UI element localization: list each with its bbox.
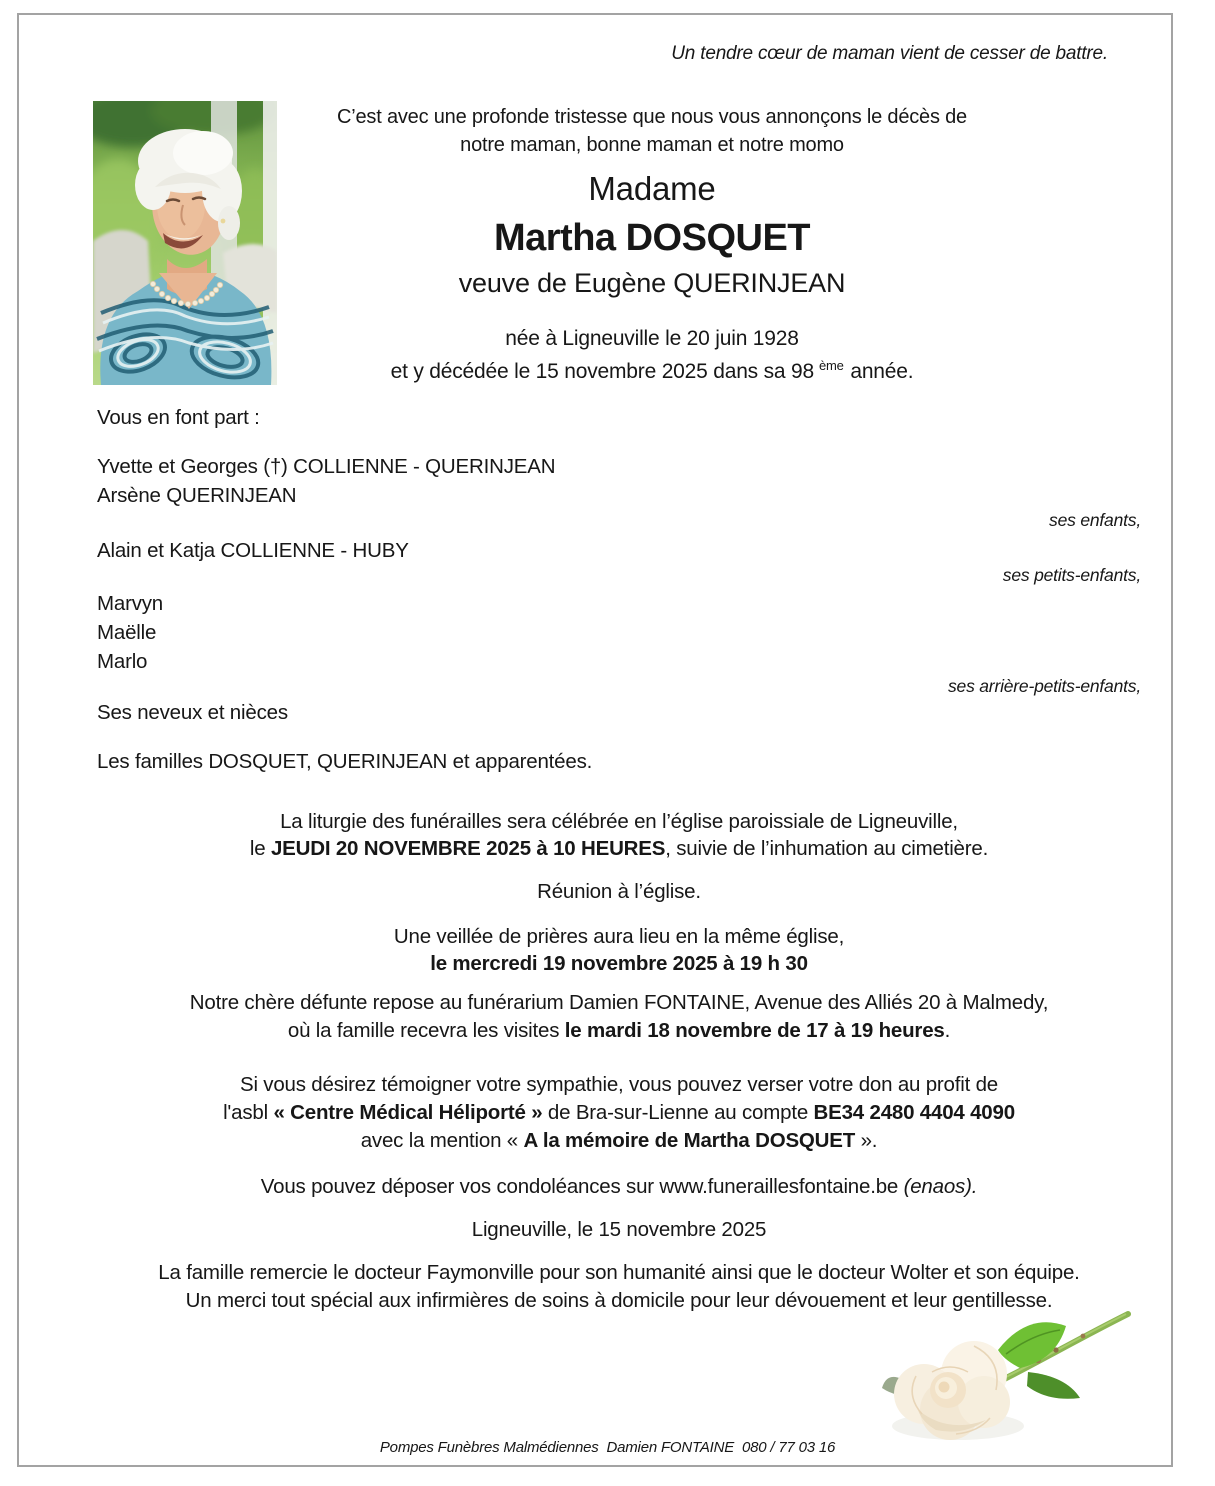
funeral-datetime: JEUDI 20 NOVEMBRE 2025 à 10 HEURES [270,837,666,860]
family-name: Alain et Katja COLLIENNE - HUBY [97,539,409,562]
grandchildren-group [97,536,1141,565]
great-grandchildren-group [97,589,1141,676]
liturgy-line-1: La liturgie des funérailles sera célébrée en l’église paroissiale de Ligneuville, [280,810,958,833]
reunion-line: Réunion à l’église. [537,880,701,903]
place-date-line: Ligneuville, le 15 novembre 2025 [471,1218,767,1241]
donation-line-3: avec la mention « A la mémoire de Martha DOSQUET ». [360,1129,878,1152]
liturgy-paragraph [97,808,1141,862]
family-name: Maëlle [97,621,157,644]
civility-title: Madame [588,170,716,207]
bank-account: BE34 2480 4404 4090 [813,1101,1015,1124]
family-name: Yvette et Georges (†) COLLIENNE - QUERINJEAN [97,455,556,478]
thanks-line-1: La famille remercie le docteur Faymonville pour son humanité ainsi que le docteur Wolter et son équipe. [158,1261,1080,1284]
children-group [97,452,1141,510]
portrait-photo [93,101,277,385]
white-rose-image [878,1298,1140,1450]
death-line: et y décédée le 15 novembre 2025 dans sa 98 $^{ème}$ année. [390,358,914,383]
birth-line: née à Ligneuville le 20 juin 1928 [505,327,799,350]
donation-line-1: Si vous désirez témoigner votre sympathie, vous pouvez verser votre don au profit de [239,1073,999,1096]
thanks-line-2: Un merci tout spécial aux infirmières de soins à domicile pour leur dévouement et leur gentillesse. [185,1289,1053,1312]
charity-name: « Centre Médical Héliporté » [273,1101,543,1124]
vigil-datetime: le mercredi 19 novembre 2025 à 19 h 30 [430,952,808,975]
rose-illustration [878,1298,1140,1450]
family-name: Marvyn [97,592,164,615]
donation-mention: A la mémoire de Martha DOSQUET [523,1129,856,1152]
families-line: Les familles DOSQUET, QUERINJEAN et apparentées. [97,750,593,773]
relation-label-great-grandchildren: ses arrière-petits-enfants, [947,676,1141,696]
vigil-paragraph [97,923,1141,977]
announcement-header [277,103,1027,385]
donation-line-2: l'asbl « Centre Médical Héliporté » de Bra-sur-Lienne au compte BE34 2480 4404 4090 [223,1101,1015,1124]
relation-label-grandchildren: ses petits-enfants, [1002,565,1141,585]
funeral-home-footer: Pompes Funèbres Malmédiennes Damien FONTAINE 080 / 77 03 16 [379,1439,836,1456]
birth-death-block [277,325,1027,385]
enaos-note: (enaos). [903,1175,978,1198]
family-name: Marlo [97,650,148,673]
intro-line-2: notre maman, bonne maman et notre momo [460,134,844,156]
announced-by-line: Vous en font part : [97,406,260,429]
family-name: Arsène QUERINJEAN [97,484,297,507]
ordinal-suffix: ème [819,358,844,373]
visit-datetime: le mardi 18 novembre de 17 à 19 heures [564,1019,945,1042]
portrait-illustration [93,101,277,385]
donation-paragraph [97,1071,1141,1155]
repose-paragraph [97,989,1141,1045]
liturgy-line-2: le JEUDI 20 NOVEMBRE 2025 à 10 HEURES, suivie de l’inhumation au cimetière. [249,837,989,860]
repose-line-2: où la famille recevra les visites le mardi 18 novembre de 17 à 19 heures. [287,1019,951,1042]
nephews-line: Ses neveux et nièces [97,701,288,724]
intro-line-1: C’est avec une profonde tristesse que nous vous annonçons le décès de [337,106,967,128]
widow-line: veuve de Eugène QUERINJEAN [458,268,846,298]
announcement-body [97,403,1141,1315]
vigil-line-1: Une veillée de prières aura lieu en la même église, [393,925,845,948]
condolences-line: Vous pouvez déposer vos condoléances sur www.funeraillesfontaine.be (enaos). [260,1175,978,1198]
deceased-name: Martha DOSQUET [493,217,811,259]
epigraph-quote: Un tendre cœur de maman vient de cesser de battre. [671,43,1108,64]
relation-label-children: ses enfants, [1049,510,1141,530]
repose-line-1: Notre chère défunte repose au funérarium Damien FONTAINE, Avenue des Alliés 20 à Malmedy, [189,991,1049,1014]
